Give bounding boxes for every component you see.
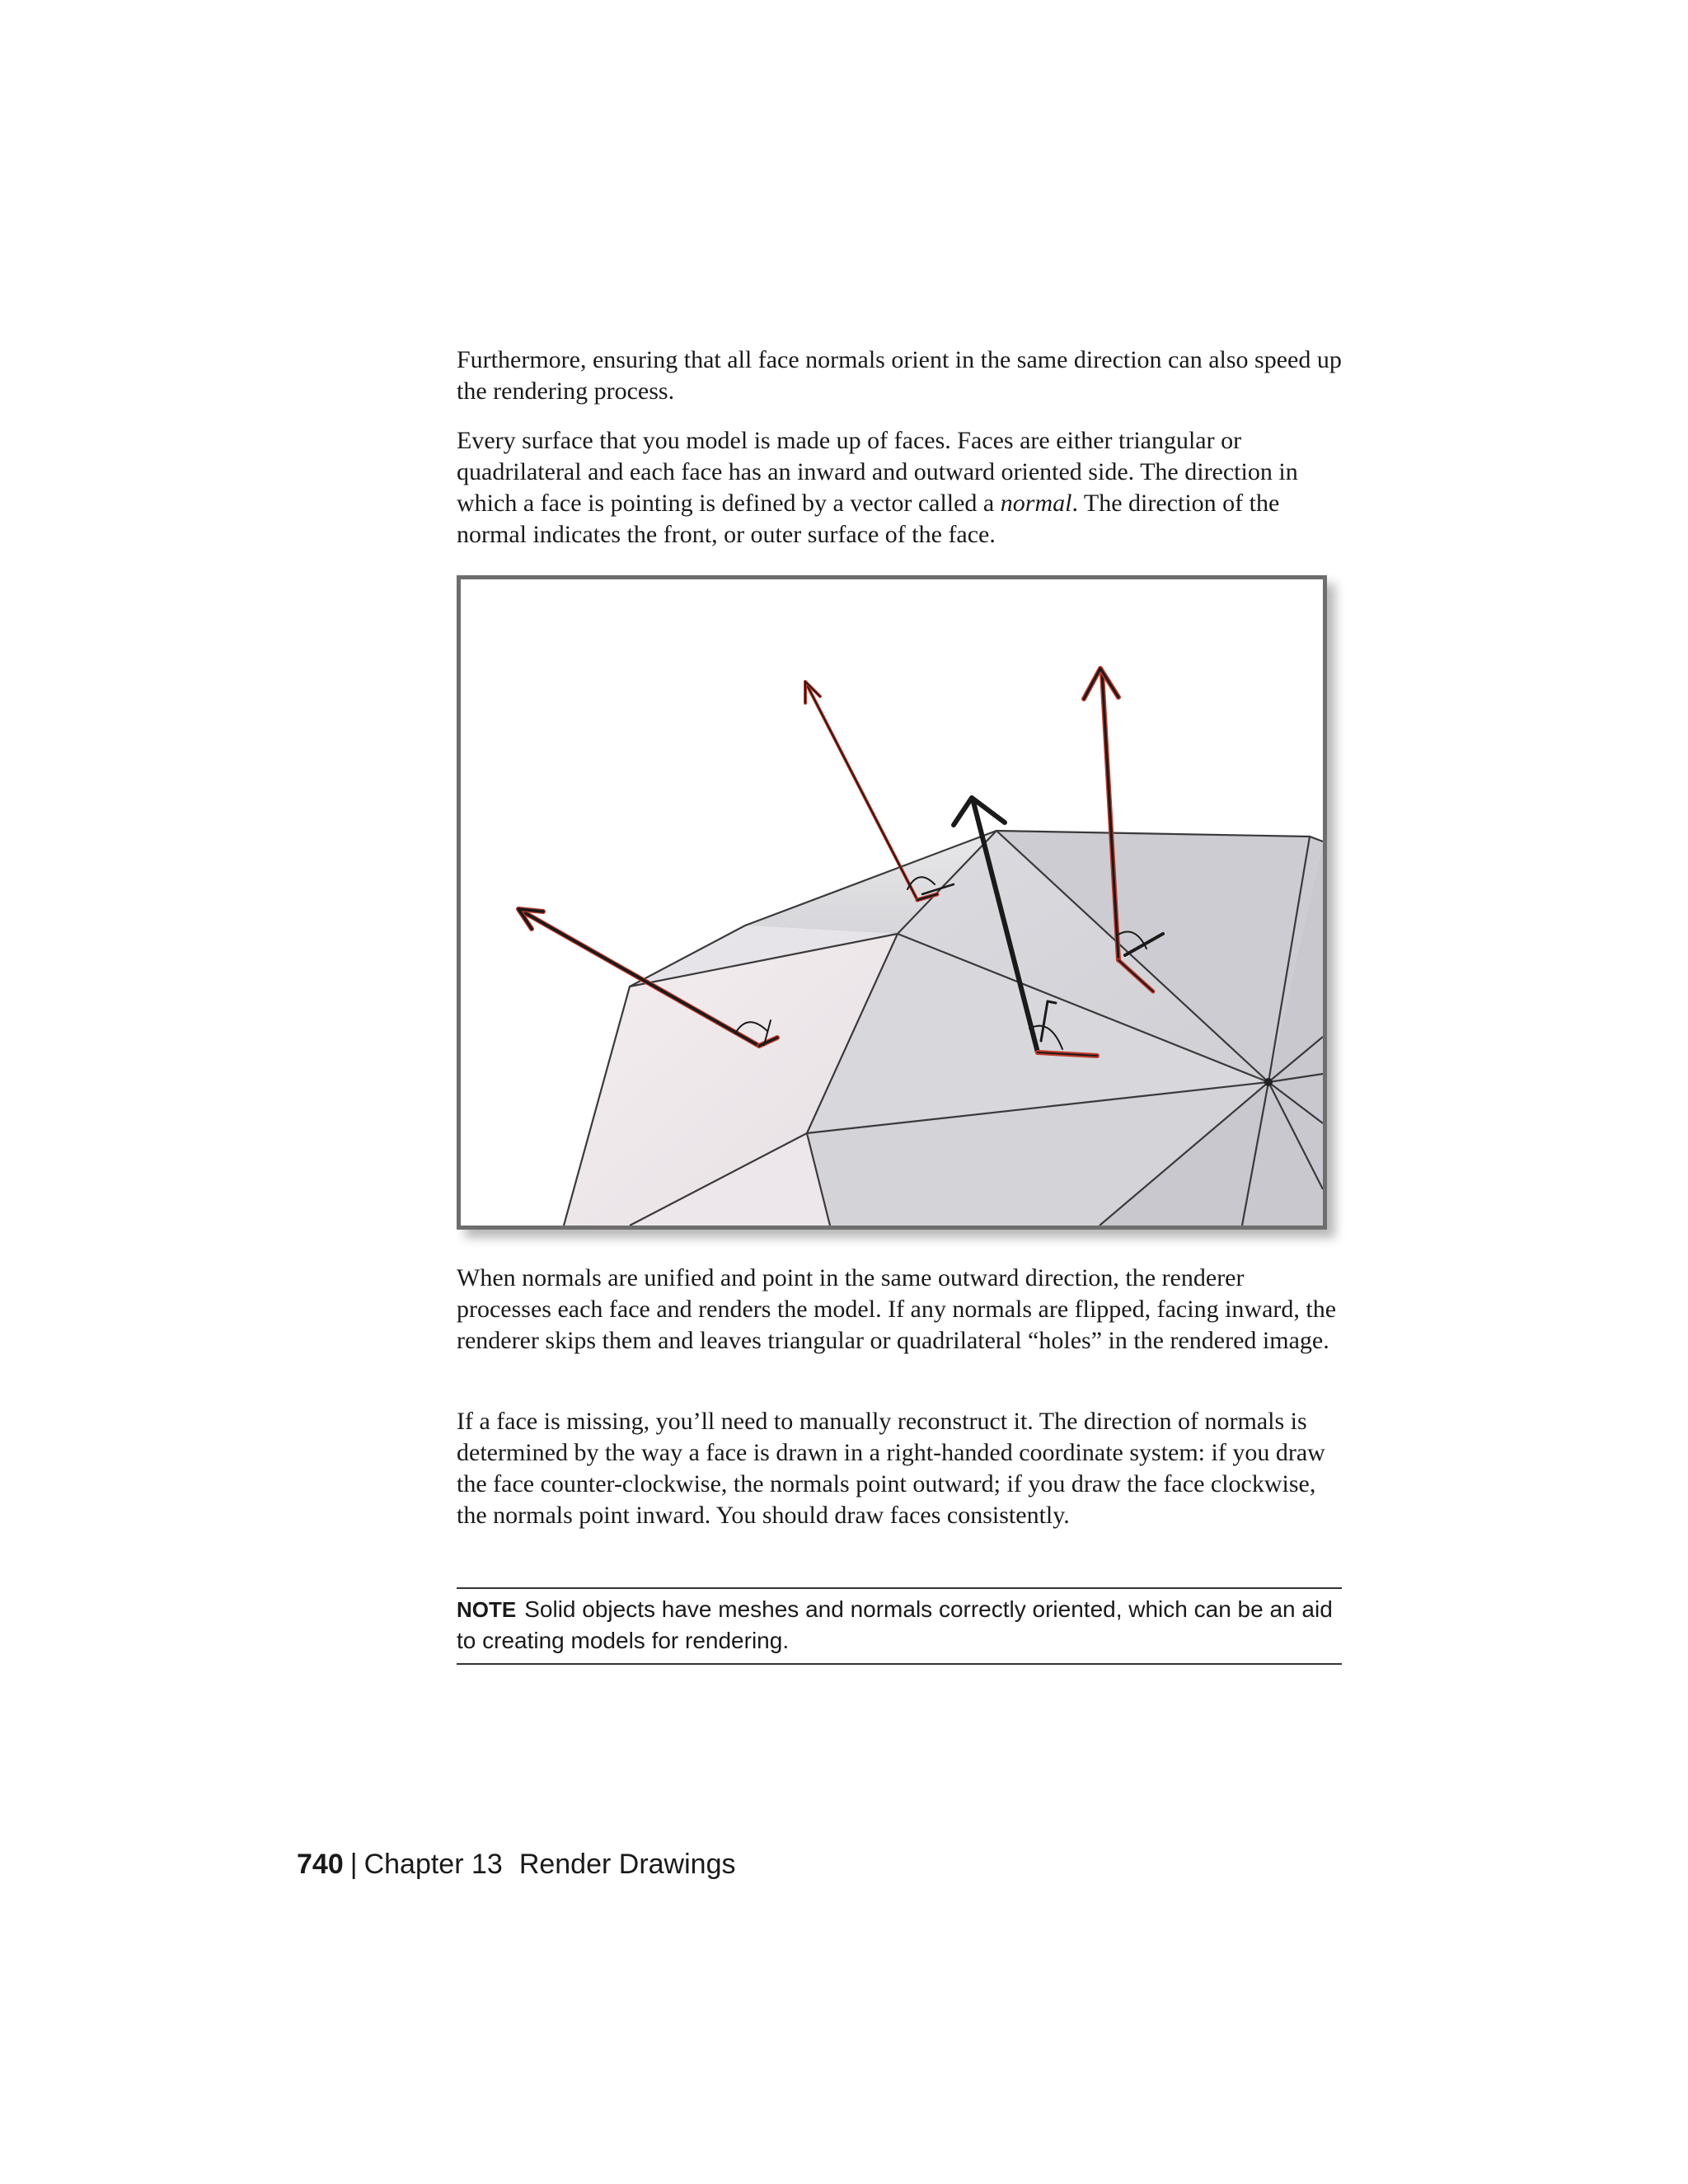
note-label: NOTE bbox=[457, 1597, 517, 1622]
mesh-vertex bbox=[1264, 1078, 1273, 1086]
paragraph-4: If a face is missing, you’ll need to manually reconstruct it. The direction of normals is determined by the way a face is drawn in a right-handed coordinate system: if you draw the face counter-clockwise, the normals point outward; if you draw the face clockwise, the normals point inward. You should draw faces consistently. bbox=[457, 1408, 1325, 1529]
note-text: Solid objects have meshes and normals correctly oriented, which can be an aid to creating models for rendering. bbox=[457, 1596, 1333, 1653]
paragraph-3: When normals are unified and point in the same outward direction, the renderer processes each face and renders the model. If any normals are flipped, facing inward, the renderer skips them and leaves triangular or quadrilateral “holes” in the rendered image. bbox=[457, 1264, 1337, 1354]
paragraph-2-text-end: . The direction of the normal indicates the front, or outer surface of the face. bbox=[457, 490, 1280, 548]
face-normals-figure bbox=[457, 575, 1327, 1230]
chapter-title: Render Drawings bbox=[518, 1849, 736, 1880]
note-box bbox=[457, 1587, 1342, 1665]
footer-separator: | bbox=[349, 1849, 358, 1880]
page-number: 740 bbox=[297, 1849, 344, 1880]
mesh-normals-illustration bbox=[461, 579, 1323, 1226]
page-footer bbox=[297, 1846, 735, 1882]
paragraph-2-text: Every surface that you model is made up of faces. Faces are either triangular or quadrilateral and each face has an inward and outward oriented side. The direction in which a face is pointing is defined by a vector called a bbox=[457, 427, 1298, 517]
paragraph-2-emphasis: normal bbox=[1000, 490, 1072, 517]
chapter-number: Chapter 13 bbox=[363, 1849, 503, 1880]
paragraph-1: Furthermore, ensuring that all face normals orient in the same direction can also speed up the rendering process. bbox=[457, 346, 1342, 405]
paragraph-2 bbox=[457, 425, 1343, 551]
